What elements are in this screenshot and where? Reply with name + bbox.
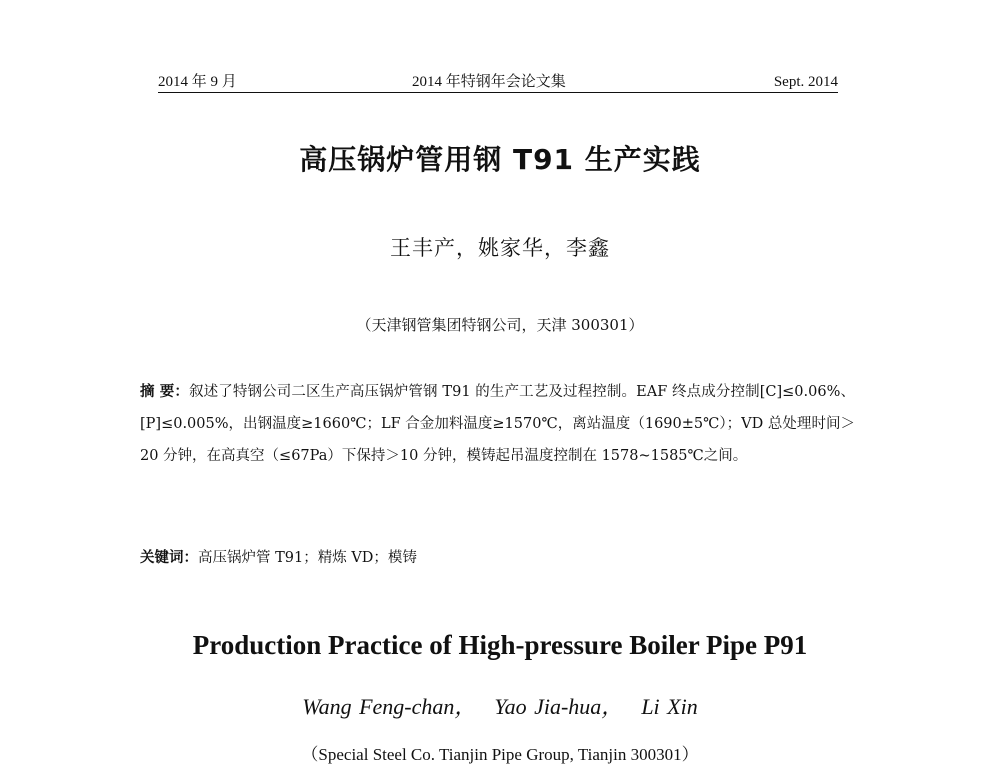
english-author-3: Li Xin	[641, 694, 698, 719]
keywords-text: 高压锅炉管 T91；精炼 VD；模铸	[198, 550, 417, 566]
keywords-label: 关键词：	[140, 550, 198, 566]
english-author-1: Wang Feng-chan，	[302, 694, 477, 719]
header-date: 2014 年 9 月	[158, 74, 237, 90]
abstract-label: 摘 要：	[140, 384, 190, 400]
running-header	[158, 72, 838, 93]
keywords	[140, 542, 855, 574]
header-date-en: Sept. 2014	[773, 74, 838, 90]
english-author-2: Yao Jia-hua，	[494, 694, 624, 719]
abstract-text: 叙述了特钢公司二区生产高压锅炉管钢 T91 的生产工艺及过程控制。EAF 终点成分控制[C]≤0.06%、[P]≤0.005%，出钢温度≥1660℃；LF 合金加料温度≥1570℃，离站温度（1690±5℃）；VD 总处理时间＞20 分钟，在高真空（≤67Pa）下保持＞10 分钟，模铸起吊温度控制在 1578~1585℃之间。	[140, 384, 855, 464]
header-journal: 2014 年特钢年会论文集	[412, 74, 566, 90]
chinese-authors: 王丰产，姚家华，李鑫	[390, 236, 610, 260]
english-title: Production Practice of High-pressure Boiler Pipe P91	[192, 630, 808, 660]
english-authors	[0, 690, 1000, 721]
english-affiliation: （Special Steel Co. Tianjin Pipe Group, Tianjin 300301）	[301, 745, 699, 764]
chinese-affiliation: （天津钢管集团特钢公司，天津 300301）	[356, 316, 644, 334]
chinese-title: 高压锅炉管用钢 T91 生产实践	[299, 143, 701, 176]
abstract	[140, 376, 855, 472]
